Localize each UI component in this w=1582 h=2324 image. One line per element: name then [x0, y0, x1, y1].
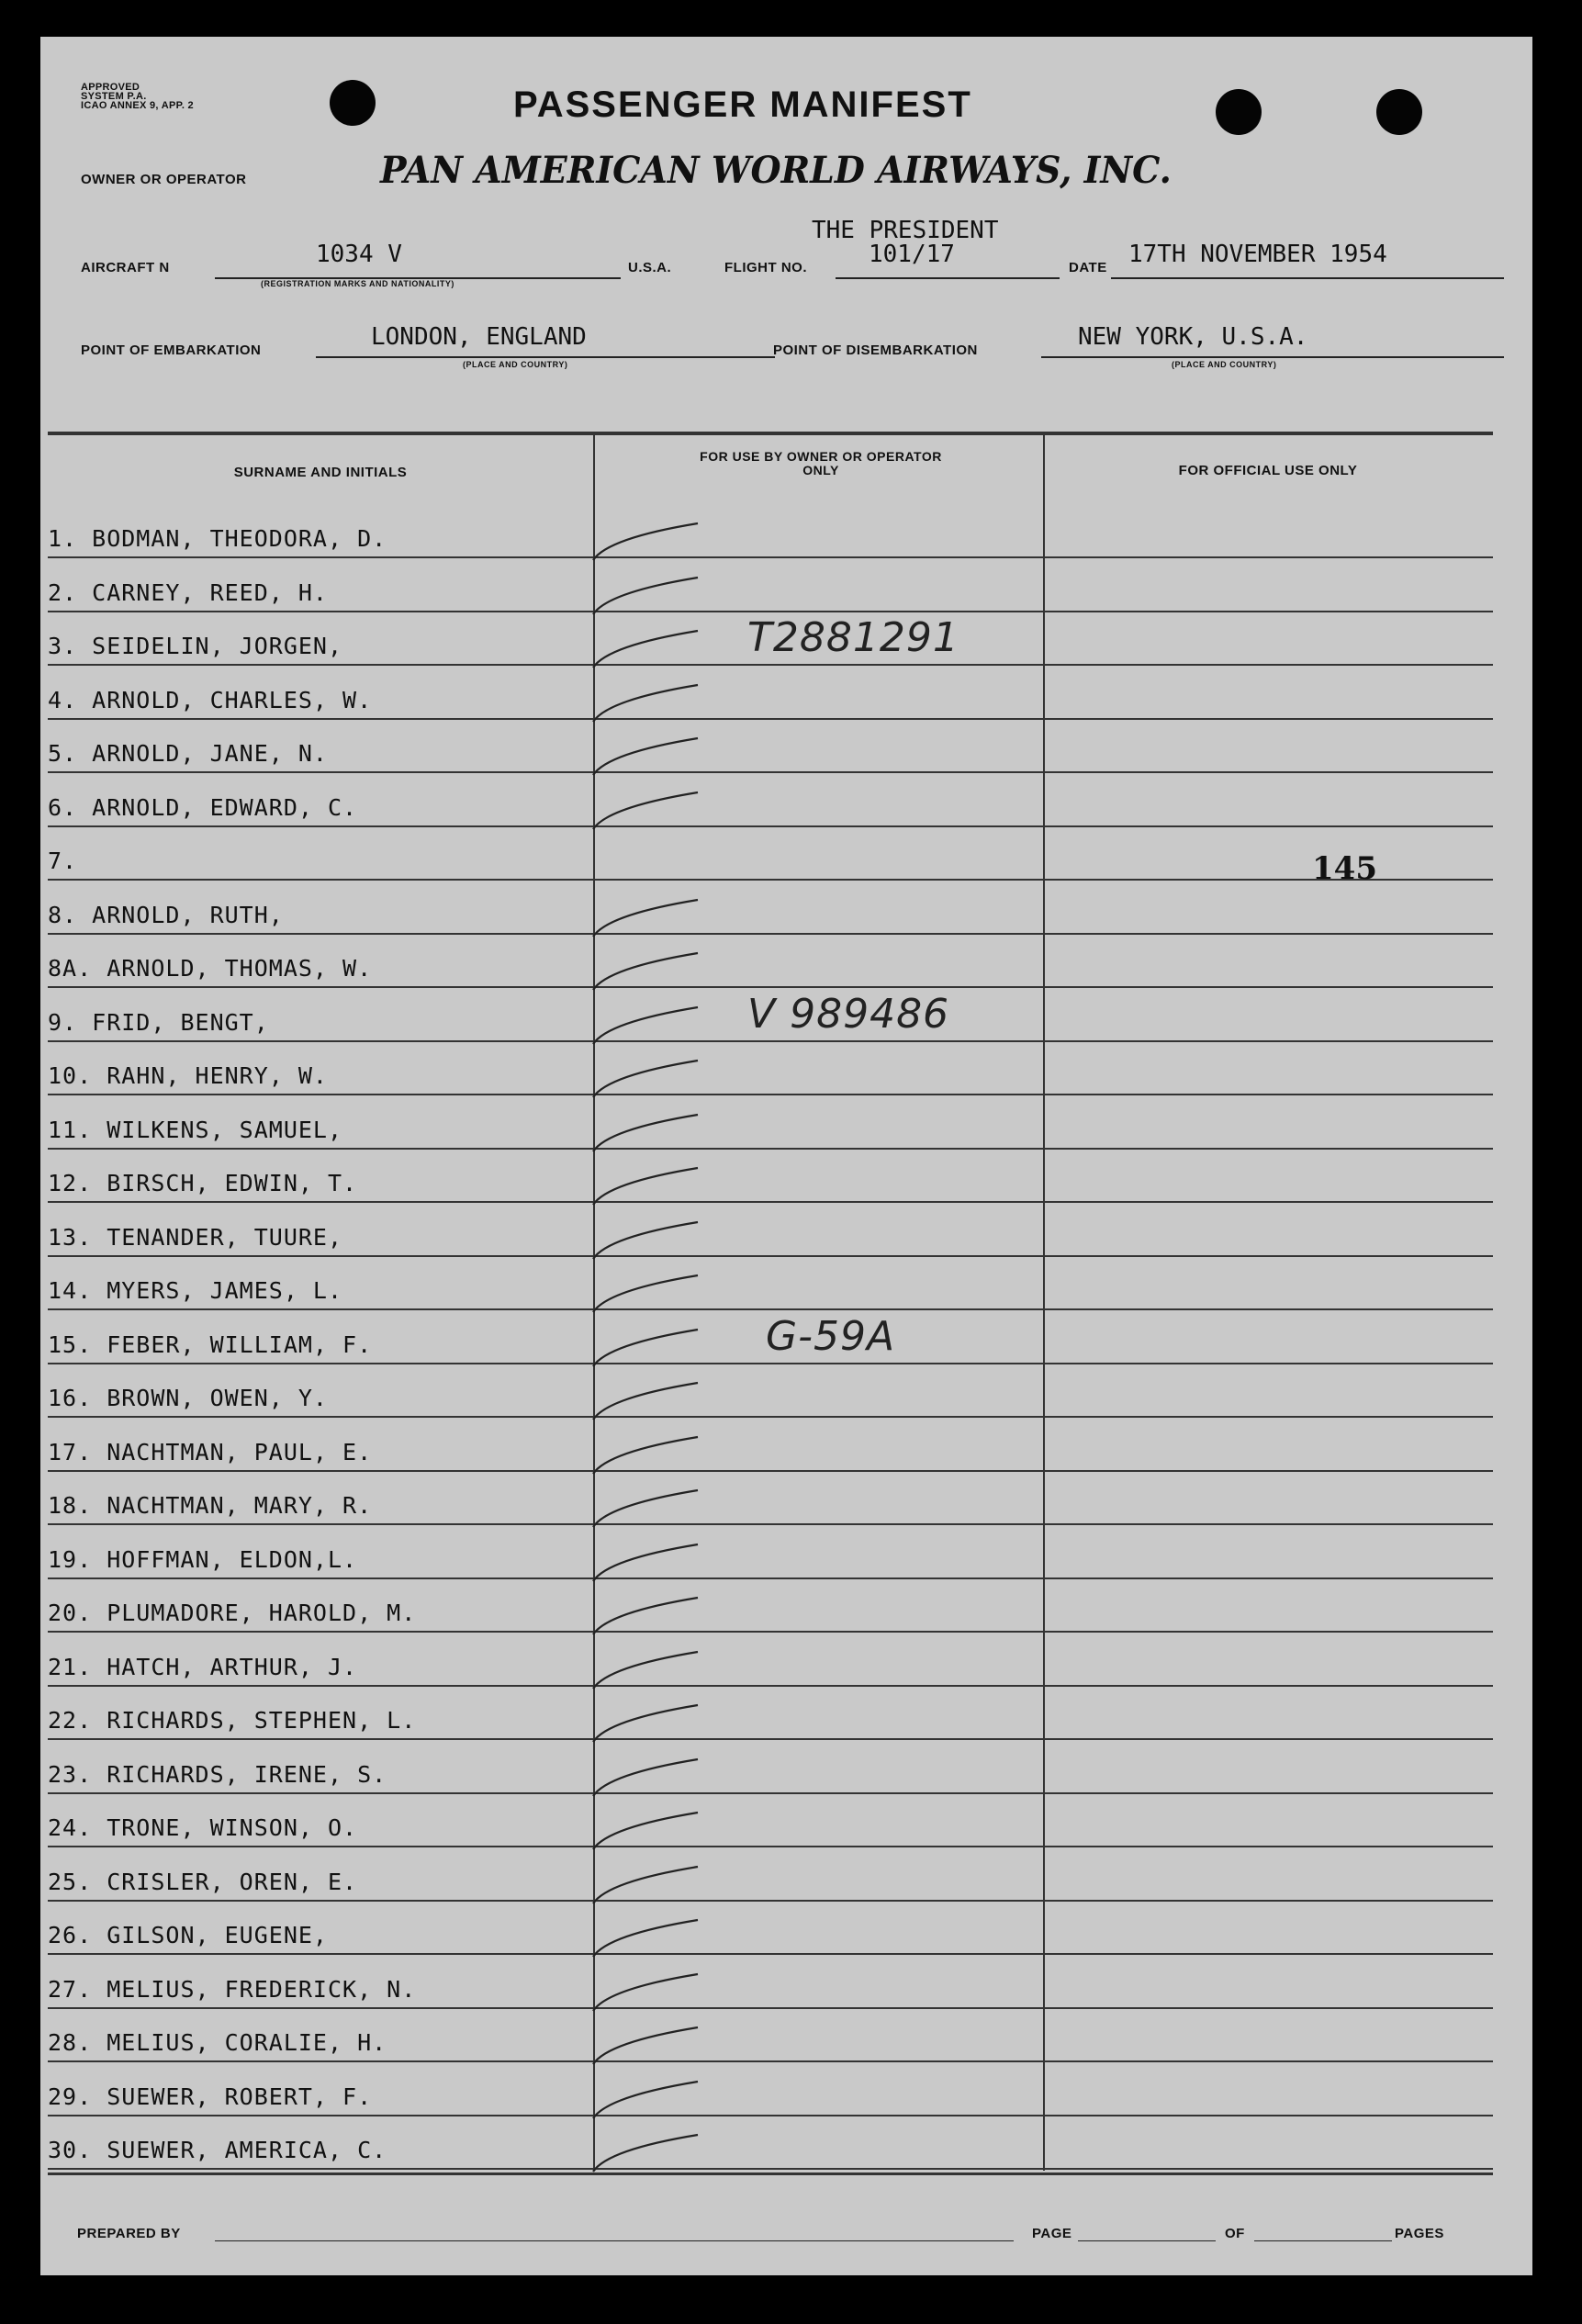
row-rule — [48, 1470, 1493, 1472]
approval-line: APPROVED — [81, 82, 140, 93]
row-rule — [48, 825, 1493, 827]
row-rule — [48, 1577, 1493, 1579]
stamp-number: 145 — [1312, 850, 1377, 887]
of-underline — [1254, 2240, 1392, 2241]
row-rule — [48, 2168, 1493, 2170]
pages-label: PAGES — [1395, 2226, 1444, 2241]
handwritten-note: V 989486 — [747, 990, 950, 1038]
passenger-entry: 21. HATCH, ARTHUR, J. — [48, 1653, 358, 1680]
check-mark-icon — [589, 894, 709, 940]
disembark-label: POINT OF DISEMBARKATION — [773, 342, 978, 358]
punch-hole-right — [1376, 89, 1422, 135]
row-rule — [48, 664, 1493, 666]
row-rule — [48, 1363, 1493, 1364]
check-mark-icon — [589, 733, 709, 779]
flight-no-label: FLIGHT NO. — [724, 260, 807, 275]
passenger-entry: 6. ARNOLD, EDWARD, C. — [48, 793, 358, 821]
prepared-by-label: PREPARED BY — [77, 2226, 181, 2241]
embark-value: LONDON, ENGLAND — [371, 323, 587, 351]
passenger-entry: 8A. ARNOLD, THOMAS, W. — [48, 955, 373, 982]
check-mark-icon — [589, 1109, 709, 1155]
passenger-entry: 5. ARNOLD, JANE, N. — [48, 740, 328, 767]
punch-hole-center-right — [1216, 89, 1262, 135]
approval-line: SYSTEM P.A. — [81, 91, 147, 102]
passenger-entry: 24. TRONE, WINSON, O. — [48, 1814, 358, 1841]
flight-name: THE PRESIDENT — [812, 217, 999, 244]
passenger-entry: 29. SUEWER, ROBERT, F. — [48, 2083, 373, 2110]
row-rule — [48, 879, 1493, 881]
page-label: PAGE — [1032, 2226, 1072, 2241]
passenger-entry: 18. NACHTMAN, MARY, R. — [48, 1492, 373, 1519]
row-rule — [48, 771, 1493, 773]
passenger-entry: 7. — [48, 848, 78, 874]
embark-underline — [316, 356, 775, 358]
row-rule — [48, 1201, 1493, 1203]
operator-name: PAN AMERICAN WORLD AIRWAYS, INC. — [380, 149, 1172, 192]
check-mark-icon — [589, 1485, 709, 1531]
row-rule — [48, 1148, 1493, 1150]
row-rule — [48, 1900, 1493, 1902]
row-rule — [48, 556, 1493, 558]
check-mark-icon — [589, 1270, 709, 1316]
embark-note: (PLACE AND COUNTRY) — [463, 360, 568, 369]
disembark-note: (PLACE AND COUNTRY) — [1172, 360, 1277, 369]
passenger-entry: 8. ARNOLD, RUTH, — [48, 901, 284, 928]
check-mark-icon — [589, 1754, 709, 1800]
check-mark-icon — [589, 679, 709, 725]
row-rule — [48, 1738, 1493, 1740]
passenger-entry: 20. PLUMADORE, HAROLD, M. — [48, 1600, 417, 1626]
registration-note: (REGISTRATION MARKS AND NATIONALITY) — [261, 279, 454, 288]
passenger-entry: 28. MELIUS, CORALIE, H. — [48, 2029, 387, 2056]
passenger-entry: 26. GILSON, EUGENE, — [48, 1922, 328, 1948]
disembark-underline — [1041, 356, 1504, 358]
passenger-entry: 2. CARNEY, REED, H. — [48, 578, 328, 606]
check-mark-icon — [589, 2022, 709, 2068]
punch-hole-left — [330, 80, 376, 126]
row-rule — [48, 2115, 1493, 2116]
aircraft-value: 1034 V — [316, 241, 402, 268]
check-mark-icon — [589, 1377, 709, 1423]
date-label: DATE — [1069, 260, 1107, 275]
check-mark-icon — [589, 572, 709, 618]
passenger-entry: 22. RICHARDS, STEPHEN, L. — [48, 1707, 417, 1734]
row-rule — [48, 1846, 1493, 1847]
flight-no-underline — [836, 277, 1060, 279]
owner-label: OWNER OR OPERATOR — [81, 172, 247, 187]
check-mark-icon — [589, 2076, 709, 2122]
row-rule — [48, 1094, 1493, 1095]
column-header-surname: SURNAME AND INITIALS — [233, 465, 408, 480]
row-rule — [48, 2007, 1493, 2009]
check-mark-icon — [589, 1539, 709, 1585]
passenger-entry: 15. FEBER, WILLIAM, F. — [48, 1330, 373, 1358]
check-mark-icon — [589, 1861, 709, 1907]
approval-note — [81, 83, 194, 110]
check-mark-icon — [589, 1592, 709, 1638]
row-rule — [48, 1953, 1493, 1955]
manifest-page — [40, 37, 1532, 2275]
row-rule — [48, 933, 1493, 935]
prepared-by-underline — [215, 2240, 1014, 2241]
aircraft-label: AIRCRAFT N — [81, 260, 170, 275]
page-underline — [1078, 2240, 1216, 2241]
passenger-entry: 13. TENANDER, TUURE, — [48, 1223, 343, 1251]
check-mark-icon — [589, 1914, 709, 1960]
passenger-entry: 23. RICHARDS, IRENE, S. — [48, 1760, 387, 1788]
check-mark-icon — [589, 1646, 709, 1692]
row-rule — [48, 2060, 1493, 2062]
form-title: PASSENGER MANIFEST — [513, 84, 972, 125]
approval-line: ICAO ANNEX 9, APP. 2 — [81, 100, 194, 111]
of-label: OF — [1225, 2226, 1245, 2241]
passenger-entry: 14. MYERS, JAMES, L. — [48, 1277, 343, 1304]
date-underline — [1111, 277, 1504, 279]
flight-no-value: 101/17 — [869, 241, 955, 268]
passenger-entry: 3. SEIDELIN, JORGEN, — [48, 633, 343, 659]
check-mark-icon — [589, 1055, 709, 1101]
passenger-entry: 27. MELIUS, FREDERICK, N. — [48, 1975, 417, 2003]
check-mark-icon — [589, 1324, 709, 1370]
table-bottom-rule — [48, 2172, 1493, 2175]
check-mark-icon — [589, 2129, 709, 2175]
passenger-entry: 25. CRISLER, OREN, E. — [48, 1868, 358, 1895]
check-mark-icon — [589, 1969, 709, 2015]
embark-label: POINT OF EMBARKATION — [81, 342, 262, 358]
passenger-entry: 19. HOFFMAN, ELDON,L. — [48, 1545, 358, 1573]
check-mark-icon — [589, 1431, 709, 1477]
check-mark-icon — [589, 1217, 709, 1263]
row-rule — [48, 1685, 1493, 1687]
check-mark-icon — [589, 787, 709, 833]
column-header-official-use: FOR OFFICIAL USE ONLY — [1178, 463, 1358, 478]
check-mark-icon — [589, 1807, 709, 1853]
check-mark-icon — [589, 948, 709, 994]
check-mark-icon — [589, 1002, 709, 1048]
passenger-entry: 1. BODMAN, THEODORA, D. — [48, 525, 387, 552]
column-header-owner-use: FOR USE BY OWNER OR OPERATOR ONLY — [700, 449, 942, 477]
passenger-entry: 11. WILKENS, SAMUEL, — [48, 1116, 343, 1143]
row-rule — [48, 986, 1493, 988]
row-rule — [48, 1040, 1493, 1042]
handwritten-note: T2881291 — [747, 614, 959, 661]
row-rule — [48, 611, 1493, 612]
column-divider-2 — [1043, 435, 1045, 2171]
passenger-entry: 10. RAHN, HENRY, W. — [48, 1062, 328, 1089]
passenger-entry: 16. BROWN, OWEN, Y. — [48, 1385, 328, 1411]
passenger-entry: 12. BIRSCH, EDWIN, T. — [48, 1170, 358, 1196]
row-rule — [48, 1523, 1493, 1525]
check-mark-icon — [589, 1700, 709, 1746]
disembark-value: NEW YORK, U.S.A. — [1078, 323, 1308, 351]
check-mark-icon — [589, 518, 709, 564]
row-rule — [48, 1792, 1493, 1794]
handwritten-note: G-59A — [766, 1312, 896, 1360]
row-rule — [48, 1631, 1493, 1633]
check-mark-icon — [589, 625, 709, 671]
passenger-entry: 17. NACHTMAN, PAUL, E. — [48, 1438, 373, 1465]
date-value: 17TH NOVEMBER 1954 — [1128, 241, 1387, 268]
row-rule — [48, 1255, 1493, 1257]
passenger-entry: 30. SUEWER, AMERICA, C. — [48, 2137, 387, 2163]
usa-label: U.S.A. — [628, 260, 672, 275]
check-mark-icon — [589, 1162, 709, 1208]
passenger-entry: 9. FRID, BENGT, — [48, 1008, 269, 1036]
row-rule — [48, 1416, 1493, 1418]
row-rule — [48, 1308, 1493, 1310]
row-rule — [48, 718, 1493, 720]
passenger-entry: 4. ARNOLD, CHARLES, W. — [48, 686, 373, 713]
table-top-rule — [48, 432, 1493, 435]
